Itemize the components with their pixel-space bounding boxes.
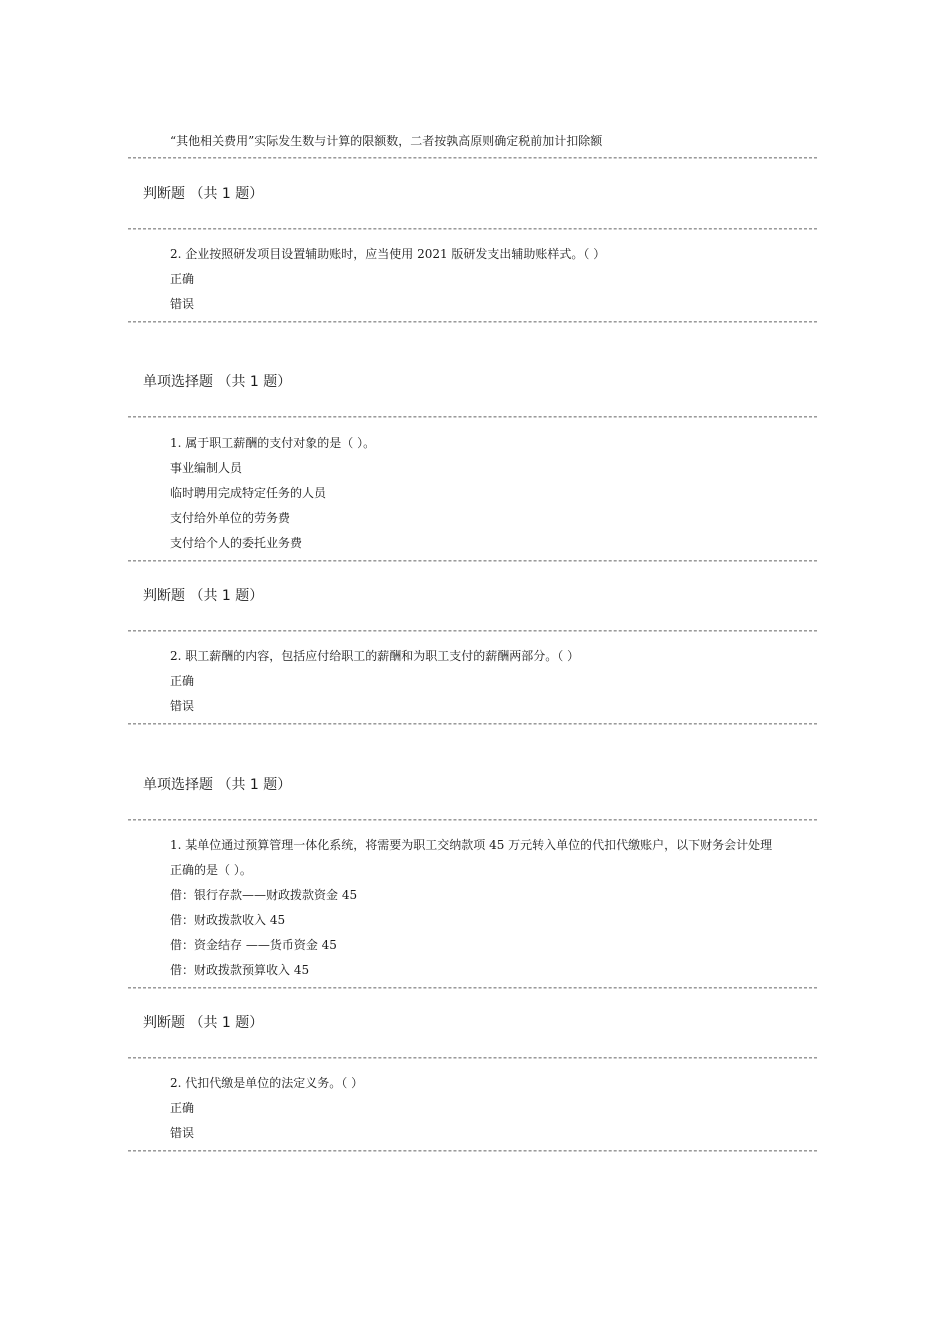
option-b[interactable]: 借：财政拨款收入 45: [170, 913, 286, 927]
divider: [128, 1057, 817, 1059]
section-header: 单项选择题 （共 1 题）: [143, 374, 292, 390]
divider: [128, 987, 817, 989]
option-false[interactable]: 错误: [170, 1126, 195, 1140]
option-false[interactable]: 错误: [170, 297, 195, 311]
divider: [128, 1150, 817, 1152]
divider: [128, 819, 817, 821]
option-d[interactable]: 支付给个人的委托业务费: [170, 536, 303, 550]
option-d[interactable]: 借：财政拨款预算收入 45: [170, 963, 310, 977]
question-text: 1. 某单位通过预算管理一体化系统，将需要为职工交纳款项 45 万元转入单位的代扣代缴账户，以下财务会计处理: [170, 838, 773, 852]
question-text-cont: 正确的是（ ）。: [170, 863, 252, 877]
divider: [128, 416, 817, 418]
question-text: 2. 企业按照研发项目设置辅助账时，应当使用 2021 版研发支出辅助账样式。（ ）: [170, 247, 606, 261]
divider: [128, 157, 817, 159]
option-true[interactable]: 正确: [170, 1101, 195, 1115]
question-text: 1. 属于职工薪酬的支付对象的是（ ）。: [170, 436, 376, 450]
option-b[interactable]: 临时聘用完成特定任务的人员: [170, 486, 327, 500]
section-header: 单项选择题 （共 1 题）: [143, 777, 292, 793]
section-header: 判断题 （共 1 题）: [143, 186, 264, 202]
divider: [128, 723, 817, 725]
question-text: 2. 职工薪酬的内容，包括应付给职工的薪酬和为职工支付的薪酬两部分。（ ）: [170, 649, 580, 663]
option-c[interactable]: 借：资金结存 ——货币资金 45: [170, 938, 337, 952]
option-true[interactable]: 正确: [170, 674, 195, 688]
divider: [128, 560, 817, 562]
option-c[interactable]: 支付给外单位的劳务费: [170, 511, 291, 525]
option-false[interactable]: 错误: [170, 699, 195, 713]
option-a[interactable]: 事业编制人员: [170, 461, 243, 475]
option-a[interactable]: 借：银行存款——财政拨款资金 45: [170, 888, 358, 902]
question-text: 2. 代扣代缴是单位的法定义务。（ ）: [170, 1076, 364, 1090]
intro-line: “其他相关费用”实际发生数与计算的限额数，二者按孰高原则确定税前加计扣除额: [170, 134, 603, 148]
divider: [128, 630, 817, 632]
divider: [128, 228, 817, 230]
section-header: 判断题 （共 1 题）: [143, 588, 264, 604]
divider: [128, 321, 817, 323]
option-true[interactable]: 正确: [170, 272, 195, 286]
section-header: 判断题 （共 1 题）: [143, 1015, 264, 1031]
